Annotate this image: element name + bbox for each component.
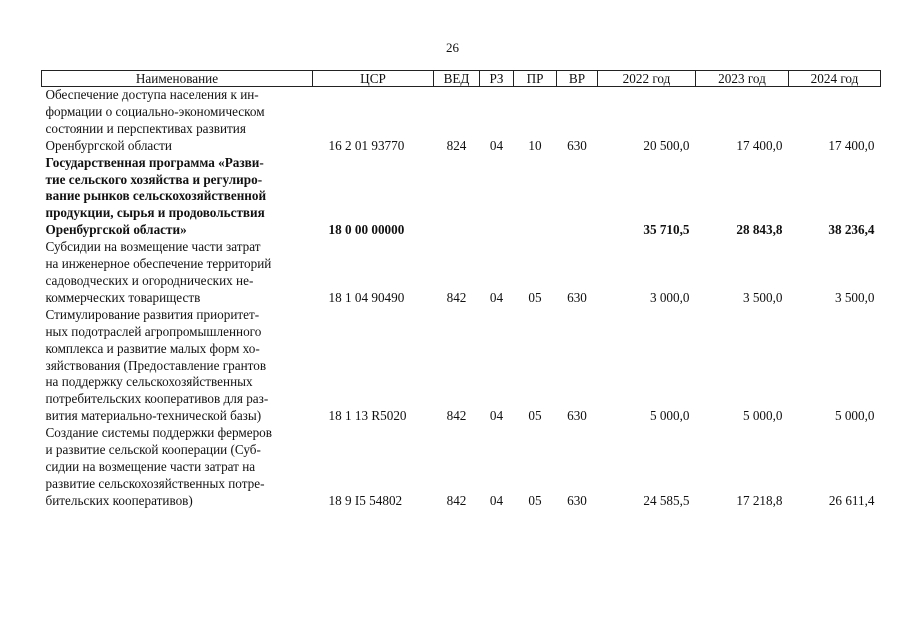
row-pr: 10 [528, 137, 542, 153]
row-rz: 04 [489, 289, 504, 305]
row-vr: 630 [567, 492, 587, 508]
header-2022: 2022 год [598, 71, 696, 87]
table-row [42, 155, 881, 240]
table-row [42, 87, 881, 155]
row-vr: 630 [567, 408, 587, 424]
row-value-2022: 5 000,0 [649, 408, 690, 424]
row-value-2022: 20 500,0 [643, 137, 690, 153]
row-value-2022: 24 585,5 [643, 492, 690, 508]
row-value-2024: 26 611,4 [828, 492, 875, 508]
row-ved: 842 [446, 289, 467, 305]
row-csr: 16 2 01 93770 [328, 137, 405, 153]
row-value-2023: 5 000,0 [742, 408, 783, 424]
row-vr [557, 155, 598, 240]
row-name-line: зяйствования (Предоставление грантов [45, 357, 267, 373]
row-name-line: на поддержку сельскохозяйственных [45, 374, 253, 390]
row-ved [434, 155, 480, 240]
row-name-line: тие сельского хозяйства и регулиро- [45, 171, 263, 187]
row-value-2024: 38 236,4 [828, 222, 875, 238]
row-name [42, 155, 313, 240]
row-ved: 842 [446, 492, 467, 508]
row-name-line: состоянии и перспективах развития [45, 120, 246, 136]
row-name-line: садоводческих и огороднических не- [45, 272, 254, 288]
row-name-line: ных подотраслей агропромышленного [45, 323, 262, 339]
row-value-2024: 3 500,0 [834, 289, 875, 305]
row-csr: 18 9 I5 54802 [328, 492, 403, 508]
row-name [42, 425, 313, 510]
row-value-2023: 3 500,0 [742, 289, 783, 305]
row-name-line: вание рынков сельскохозяйственной [45, 188, 267, 204]
row-name [42, 87, 313, 155]
row-value-2022: 35 710,5 [643, 222, 690, 238]
header-pr: ПР [514, 71, 557, 87]
row-name-line: Оренбургской области» [45, 222, 187, 238]
row-name [42, 307, 313, 425]
row-csr: 18 1 13 R5020 [328, 408, 407, 424]
row-name-line: потребительских кооперативов для раз- [45, 391, 269, 407]
row-value-2023: 28 843,8 [736, 222, 783, 238]
row-rz: 04 [489, 492, 504, 508]
row-name-line: комплекса и развитие малых форм хо- [45, 340, 260, 356]
header-2024: 2024 год [789, 71, 881, 87]
row-value-2024: 5 000,0 [834, 408, 875, 424]
row-name-line: вития материально-технической базы) [45, 408, 262, 424]
row-name-line: Оренбургской области [45, 137, 172, 153]
row-pr [514, 155, 557, 240]
row-name-line: формации о социально-экономическом [45, 103, 265, 119]
header-row [42, 71, 881, 87]
row-name-line: коммерческих товариществ [45, 289, 201, 305]
table-row [42, 239, 881, 307]
row-name-line: продукции, сырья и продовольствия [45, 205, 265, 221]
row-value-2023: 17 400,0 [736, 137, 783, 153]
table-header [42, 71, 881, 87]
row-name-line: бительских кооперативов) [45, 492, 193, 508]
page-number: 26 [446, 40, 459, 55]
header-name: Наименование [42, 71, 313, 87]
row-name-line: Обеспечение доступа населения к ин- [45, 87, 259, 102]
row-rz: 04 [489, 408, 504, 424]
row-name-line: Субсидии на возмещение части затрат [45, 239, 261, 255]
row-name-line: на инженерное обеспечение территорий [45, 256, 272, 272]
row-pr: 05 [528, 408, 542, 424]
budget-table [41, 70, 881, 510]
row-name [42, 239, 313, 307]
header-vr: ВР [557, 71, 598, 87]
row-value-2023: 17 218,8 [736, 492, 783, 508]
row-ved: 842 [446, 408, 467, 424]
row-name-line: Создание системы поддержки фермеров [45, 425, 272, 441]
row-csr: 18 0 00 00000 [328, 222, 405, 238]
row-vr: 630 [567, 137, 587, 153]
table-row [42, 425, 881, 510]
table-row [42, 307, 881, 425]
row-name-line: Государственная программа «Разви- [45, 154, 264, 170]
table-body [42, 87, 881, 510]
row-csr: 18 1 04 90490 [328, 289, 405, 305]
header-2023: 2023 год [696, 71, 789, 87]
row-ved: 824 [446, 137, 467, 153]
header-ved: ВЕД [434, 71, 480, 87]
row-pr: 05 [528, 492, 542, 508]
row-rz [480, 155, 514, 240]
row-name-line: сидии на возмещение части затрат на [45, 458, 256, 474]
row-value-2024: 17 400,0 [828, 137, 875, 153]
row-vr: 630 [567, 289, 587, 305]
row-name-line: Стимулирование развития приоритет- [45, 306, 260, 322]
row-pr: 05 [528, 289, 542, 305]
row-name-line: и развитие сельской кооперации (Суб- [45, 442, 261, 458]
row-rz: 04 [489, 137, 504, 153]
header-csr: ЦСР [313, 71, 434, 87]
header-rz: РЗ [480, 71, 514, 87]
row-value-2022: 3 000,0 [649, 289, 690, 305]
row-name-line: развитие сельскохозяйственных потре- [45, 475, 265, 491]
